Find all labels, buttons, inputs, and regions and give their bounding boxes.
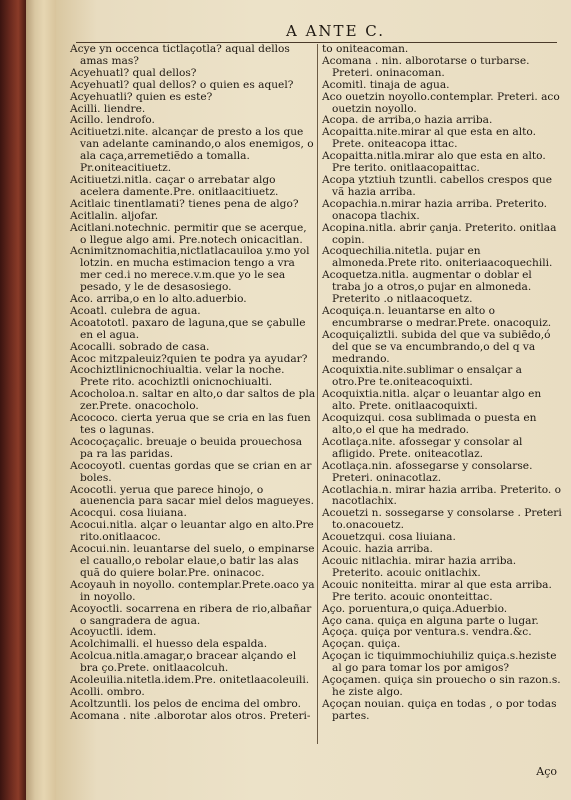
dictionary-entry: Acouic. hazia arriba. [322, 543, 433, 556]
header-title: A ANTE C. [286, 22, 385, 40]
page-edge [26, 0, 56, 800]
dictionary-entry: Acocqui. cosa liuiana. [70, 507, 187, 520]
dictionary-entry: Acocui.nin. leuantarse del suelo, o empinarse el cauallo,o rebolar elaue,o batir las alas quã do quiere bolar.Pre. oninacoc. [70, 543, 315, 579]
dictionary-entry: Acopaitta.nitla.mirar alo que esta en alto. Pre terito. onitlaacopaittac. [322, 150, 546, 175]
dictionary-entry: Acolchimalli. el huesso dela espalda. [70, 638, 268, 651]
dictionary-entry: Acomana . nin. alborotarse o turbarse. Preteri. oninacoman. [322, 54, 530, 79]
dictionary-entry: Acopachia.n.mirar hazia arriba. Preterito. onacopa tlachix. [322, 197, 548, 222]
left-column [70, 44, 316, 723]
dictionary-entry: Acocalli. sobrado de casa. [70, 340, 210, 353]
dictionary-entry: Acoquixtia.nite.sublimar o ensalçar a otro.Pre te.oniteacoquixti. [322, 364, 522, 389]
dictionary-entry: Açoçamen. quiça sin prouecho o sin razon.s. he ziste algo. [322, 674, 561, 698]
dictionary-entry: Acitiuetzi.nite. alcançar de presto a los que van adelante caminando,o alos enemigos, o ala caça,arremetiẽdo a tomalla. Pr.oniteacitiuetz. [70, 126, 314, 175]
dictionary-entry: Acyehuatl? qual dellos? [70, 66, 197, 79]
dictionary-entry: Acoc mitzpaleuiz?quien te podra ya ayudar? [70, 352, 308, 365]
dictionary-entry: Acopa. de arriba,o hazia arriba. [322, 114, 493, 127]
dictionary-entry: Acoyoctli. socarrena en ribera de rio,albañar o sangradera de agua. [70, 602, 312, 627]
dictionary-entry: Aco. arriba,o en lo alto.aduerbio. [70, 293, 247, 306]
dictionary-entry: Acotlaça.nin. afossegarse y consolarse. Preteri. oninacotlaz. [322, 459, 533, 484]
dictionary-entry: Acitlani.notechnic. permitir que se acerque, o llegue algo ami. Pre.notech onicacitlan. [70, 221, 307, 246]
dictionary-page [56, 0, 571, 800]
dictionary-entry: Acyehuatl? qual dellos? o quien es aquel? [70, 78, 294, 91]
dictionary-entry: Acotlaça.nite. afossegar y consolar al afligido. Prete. oniteacotlaz. [322, 435, 523, 460]
dictionary-entry: Acocholoa.n. saltar en alto,o dar saltos de pla zer.Prete. onacocholo. [70, 388, 316, 413]
dictionary-entry: Aço cana. quiça en alguna parte o lugar. [322, 614, 539, 627]
right-column [322, 44, 562, 723]
dictionary-entry: Açoça. quiça por ventura.s. vendra.&c. [322, 626, 532, 639]
dictionary-entry: Acitiuetzi.nitla. caçar o arrebatar algo acelera damente.Pre. onitlaacitiuetz. [70, 173, 279, 198]
dictionary-entry: Acoquiça.n. leuantarse en alto o encumbrarse o medrar.Prete. onacoquiz. [322, 304, 552, 329]
dictionary-entry: Acopaitta.nite.mirar al que esta en alto. Prete. oniteacopa ittac. [322, 126, 536, 151]
dictionary-entry: Acoltzuntli. los pelos de encima del ombro. [70, 697, 301, 710]
dictionary-entry: Acoyuctli. idem. [70, 626, 157, 639]
dictionary-entry: Acotlachia.n. mirar hazia arriba. Preterito. o nacotlachix. [322, 483, 562, 508]
dictionary-entry: Acocoçaçalic. breuaje o beuida prouechosa pa ra las paridas. [70, 435, 303, 460]
dictionary-entry: Acouetzi n. sossegarse y consolarse . Preteri to.onacouetz. [322, 507, 562, 532]
dictionary-entry: Acyehuatli? quien es este? [70, 90, 213, 103]
dictionary-entry: Acillo. lendrofo. [70, 114, 155, 127]
dictionary-entry: Acoquixtia.nitla. alçar o leuantar algo en alto. Prete. onitlaacoquixti. [322, 388, 542, 413]
dictionary-entry: Acye yn occenca tictlaçotla? aqual dellos amas mas? [70, 43, 290, 67]
dictionary-entry: Acouetzqui. cosa liuiana. [322, 531, 456, 544]
dictionary-entry: Acouic nitlachia. mirar hazia arriba. Preterito. acouic onitlachix. [322, 554, 517, 579]
dictionary-entry: Acoyauh in noyollo. contemplar.Prete.oaco ya in noyollo. [70, 578, 315, 603]
dictionary-entry: Acopina.nitla. abrir çanja. Preterito. onitlaa copin. [322, 221, 557, 246]
dictionary-entry: Acoatototl. paxaro de laguna,que se çabulle en el agua. [70, 316, 306, 341]
dictionary-entry: Acomitl. tinaja de agua. [322, 78, 450, 91]
dictionary-entry: Acoquechilia.nitetla. pujar en almoneda.Prete rito. oniteriaacoquechili. [322, 245, 553, 270]
dictionary-entry: Acoleuilia.nitetla.idem.Pre. onitetlaacoleuili. [70, 674, 310, 687]
dictionary-entry: Acilli. liendre. [70, 102, 146, 115]
dictionary-entry: Açoçan. quiça. [322, 638, 401, 651]
dictionary-entry: Acoquetza.nitla. augmentar o doblar el traba jo a otros,o pujar en almoneda. Preterito .o nitlaacoquetz. [322, 269, 532, 306]
dictionary-entry: Açoçan nouian. quiça en todas , o por todas partes. [322, 697, 557, 722]
dictionary-entry: Acitlalin. aljofar. [70, 209, 159, 222]
dictionary-entry: Aco ouetzin noyollo.contemplar. Preteri. aco ouetzin noyollo. [322, 90, 560, 115]
dictionary-entry: Açoçan ic tiquimmochiuhiliz quiça.s.heziste al go para tomar los por amigos? [322, 650, 557, 675]
dictionary-entry: Acochiztlinicnochiualtia. velar la noche. Prete rito. acochiztli onicnochiualti. [70, 364, 285, 389]
dictionary-entry: to oniteacoman. [322, 43, 409, 55]
dictionary-entry: Acoquizqui. cosa sublimada o puesta en alto,o el que ha medrado. [322, 412, 537, 436]
dictionary-entry: Acocotli. yerua que parece hinojo, o auenencia para sacar miel delos magueyes. [70, 483, 314, 508]
running-header [56, 22, 571, 42]
dictionary-entry: Acopa ytztiuh tzuntli. cabellos crespos que vã hazia arriba. [322, 173, 552, 198]
dictionary-entry: Acococo. cierta yerua que se cria en las fuen tes o lagunas. [70, 412, 311, 436]
catchword: Aço [536, 765, 557, 778]
dictionary-entry: Acomana . nite .alborotar alos otros. Preteri- [70, 709, 311, 722]
dictionary-entry: Acocui.nitla. alçar o leuantar algo en alto.Pre rito.onitlaacoc. [70, 519, 314, 544]
dictionary-entry: Acouic noniteitta. mirar al que esta arriba. Pre terito. acouic ononteittac. [322, 578, 552, 603]
dictionary-entry: Acitlaic tinentlamati? tienes pena de algo? [70, 197, 299, 210]
dictionary-entry: Aço. poruentura,o quiça.Aduerbio. [322, 602, 508, 615]
dictionary-entry: Acoquiçaliztli. subida del que va subiẽdo,ó del que se va encumbrando,o del q va medrando. [322, 328, 551, 365]
dictionary-entry: Acnimitznomachitia,nictlatlacauiloa y.mo yol lotzin. en mucha estimacion tengo a vra mer ced.i no merece.v.m.que yo le sea pesado, y le de desasosiego. [70, 245, 310, 294]
dictionary-entry: Acoatl. culebra de agua. [70, 304, 201, 317]
column-divider [317, 44, 318, 744]
book-binding [0, 0, 26, 800]
dictionary-entry: Acocoyotl. cuentas gordas que se crian en ar boles. [70, 459, 312, 484]
dictionary-entry: Acolcua.nitla.amagar,o bracear alçando el bra ço.Prete. onitlaacolcuh. [70, 650, 297, 675]
dictionary-entry: Acolli. ombro. [70, 685, 145, 698]
